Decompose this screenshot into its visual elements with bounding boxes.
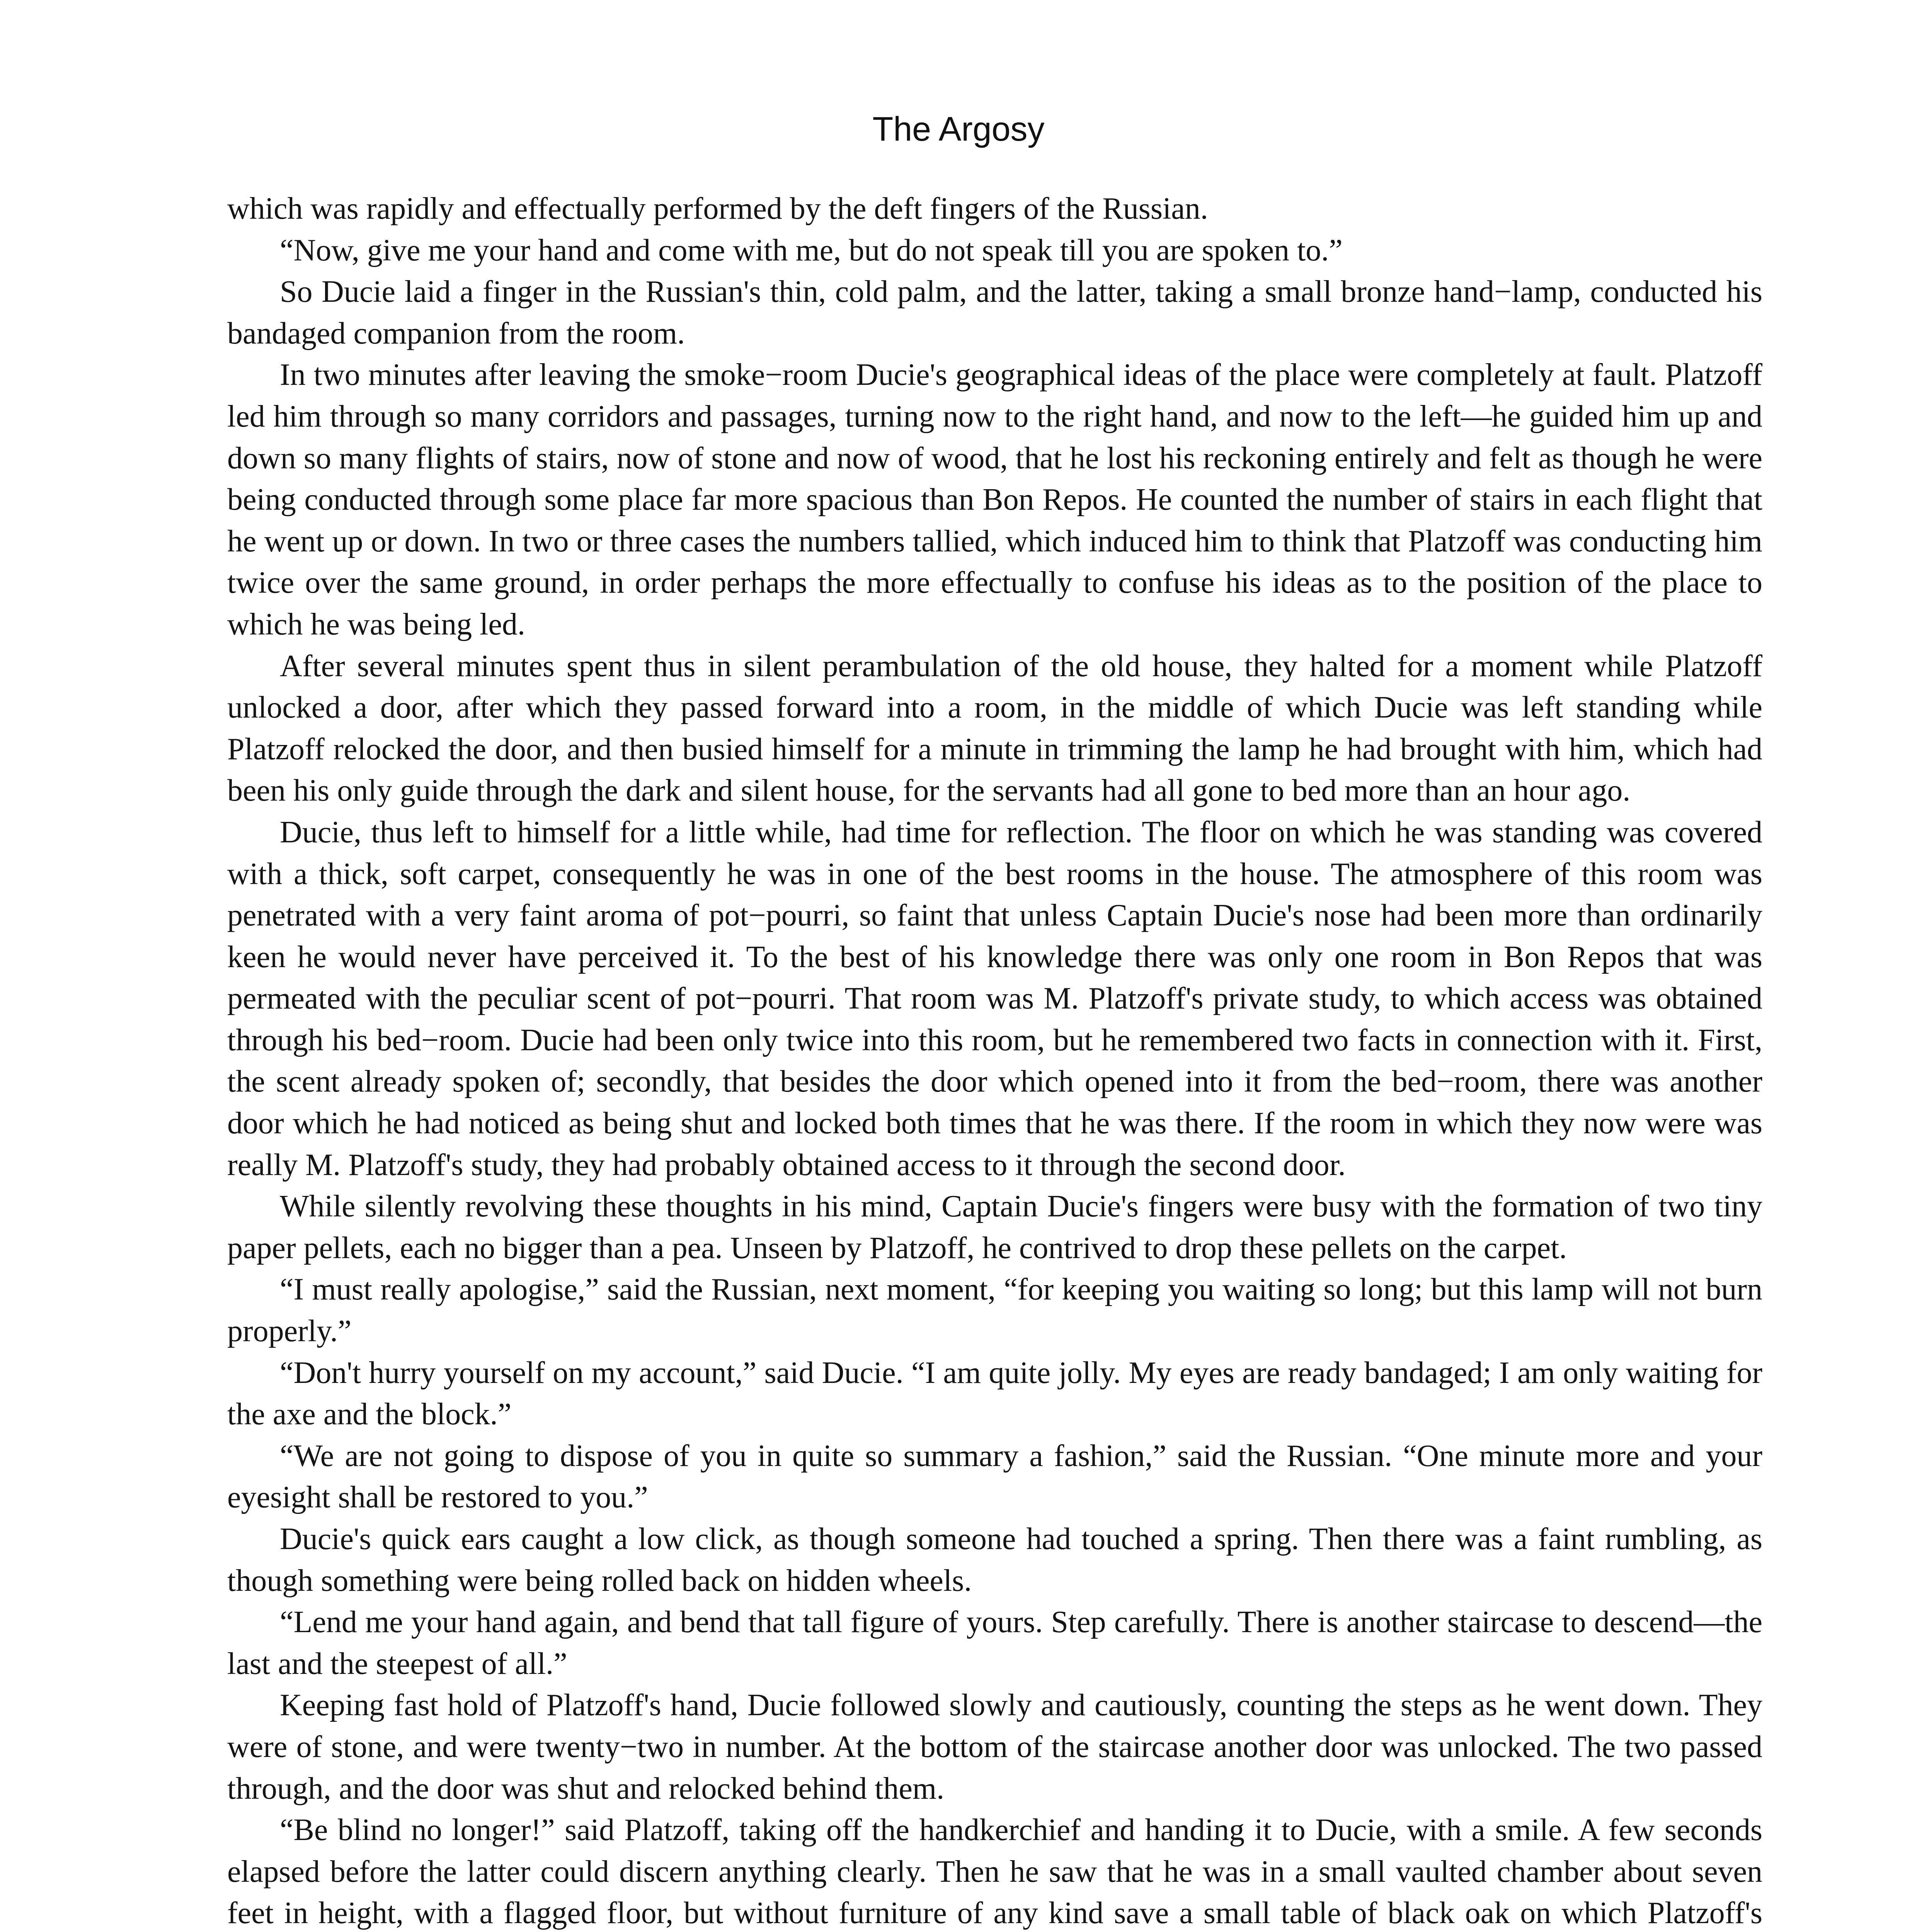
paragraph: which was rapidly and effectually performed by the deft fingers of the Russian.: [227, 192, 1208, 226]
running-head: The Argosy: [872, 110, 1045, 148]
paragraph: “Be blind no longer!” said Platzoff, taking off the handkerchief and handing it to Ducie, with a smile. A few seconds elapsed before the latter could discern anything clearly. Then he saw that he was in a small vaulted chamber about seven feet in height, with a flagged floor, but without furniture of any kind save a small table of black oak on which Platzoff's: [227, 1813, 1762, 1930]
body-text: [227, 188, 1762, 1932]
paragraph: Keeping fast hold of Platzoff's hand, Ducie followed slowly and cautiously, counting the steps as he went down. They were of stone, and were twenty−two in number. At the bottom of the staircase another door was unlocked. The two passed through, and the door was shut and relocked behind them.: [227, 1688, 1762, 1806]
paragraph: “We are not going to dispose of you in quite so summary a fashion,” said the Russian. “One minute more and your eyesight shall be restored to you.”: [227, 1439, 1762, 1515]
paragraph: After several minutes spent thus in silent perambulation of the old house, they halted for a moment while Platzoff unlocked a door, after which they passed forward into a room, in the middle of which Ducie was left standing while Platzoff relocked the door, and then busied himself for a minute in trimming the lamp he had brought with him, which had been his only guide through the dark and silent house, for the servants had all gone to bed more than an hour ago.: [227, 649, 1762, 808]
paragraph: In two minutes after leaving the smoke−room Ducie's geographical ideas of the place were completely at fault. Platzoff led him through so many corridors and passages, turning now to the right hand, and now to the left—he guided him up and down so many flights of stairs, now of stone and now of wood, that he lost his reckoning entirely and felt as though he were being conducted through some place far more spacious than Bon Repos. He counted the number of stairs in each flight that he went up or down. In two or three cases the numbers tallied, which induced him to think that Platzoff was conducting him twice over the same ground, in order perhaps the more effectually to confuse his ideas as to the position of the place to which he was being led.: [227, 358, 1762, 641]
paragraph: “Don't hurry yourself on my account,” said Ducie. “I am quite jolly. My eyes are ready bandaged; I am only waiting for the axe and the block.”: [227, 1355, 1762, 1432]
paragraph: “I must really apologise,” said the Russian, next moment, “for keeping you waiting so long; but this lamp will not burn properly.”: [227, 1272, 1762, 1349]
paragraph: “Now, give me your hand and come with me, but do not speak till you are spoken to.”: [280, 233, 1343, 267]
paragraph: Ducie, thus left to himself for a little while, had time for reflection. The floor on which he was standing was covered with a thick, soft carpet, consequently he was in one of the best rooms in the house. The atmosphere of this room was penetrated with a very faint aroma of pot−pourri, so faint that unless Captain Ducie's nose had been more than ordinarily keen he would never have perceived it. To the best of his knowledge there was only one room in Bon Repos that was permeated with the peculiar scent of pot−pourri. That room was M. Platzoff's private study, to which access was obtained through his bed−room. Ducie had been only twice into this room, but he remembered two facts in connection with it. First, the scent already spoken of; secondly, that besides the door which opened into it from the bed−room, there was another door which he had noticed as being shut and locked both times that he was there. If the room in which they now were was really M. Platzoff's study, they had probably obtained access to it through the second door.: [227, 815, 1762, 1182]
paragraph: While silently revolving these thoughts in his mind, Captain Ducie's fingers were busy with the formation of two tiny paper pellets, each no bigger than a pea. Unseen by Platzoff, he contrived to drop these pellets on the carpet.: [227, 1189, 1762, 1265]
paragraph: So Ducie laid a finger in the Russian's thin, cold palm, and the latter, taking a small bronze hand−lamp, conducted his bandaged companion from the room.: [227, 275, 1762, 350]
paragraph: Ducie's quick ears caught a low click, as though someone had touched a spring. Then there was a faint rumbling, as though something were being rolled back on hidden wheels.: [227, 1522, 1762, 1598]
paragraph: “Lend me your hand again, and bend that tall figure of yours. Step carefully. There is another staircase to descend—the last and the steepest of all.”: [227, 1605, 1762, 1681]
